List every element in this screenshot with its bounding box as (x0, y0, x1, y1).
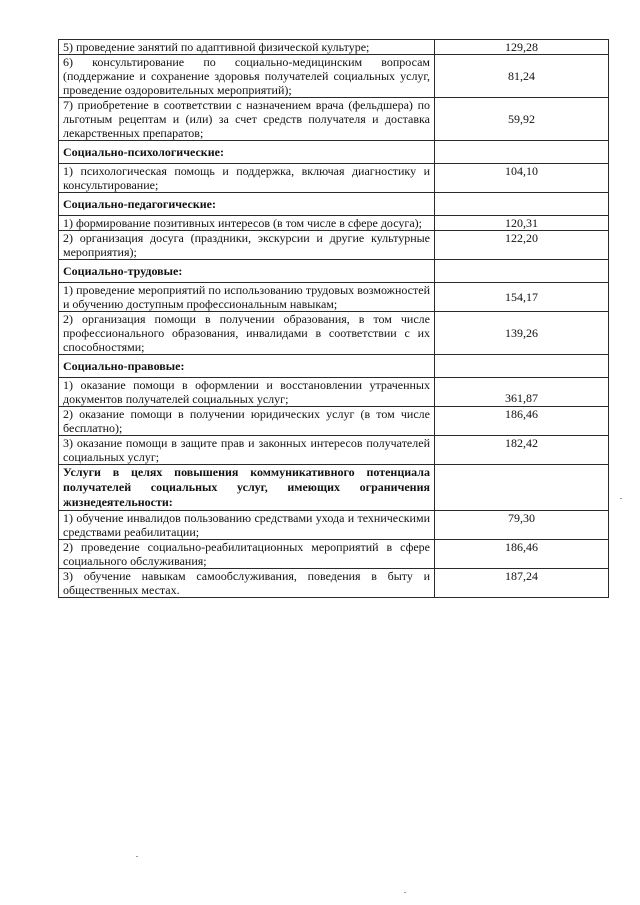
service-description: 2) оказание помощи в получении юридических услуг (в том числе бесплатно); (59, 407, 435, 436)
scan-speck (620, 498, 622, 499)
table-row (59, 540, 609, 569)
section-header-row (59, 260, 609, 283)
service-description: 1) психологическая помощь и поддержка, включая диагностику и консультирование; (59, 164, 435, 193)
service-price: 81,24 (435, 55, 609, 98)
table-row (59, 40, 609, 55)
service-description: 3) обучение навыкам самообслуживания, поведения в быту и общественных местах. (59, 569, 435, 598)
service-price: 122,20 (435, 231, 609, 260)
section-price-empty (435, 141, 609, 164)
table-row (59, 216, 609, 231)
service-price: 129,28 (435, 40, 609, 55)
service-description: 3) оказание помощи в защите прав и законных интересов получателей социальных услуг; (59, 436, 435, 465)
service-description: 2) организация помощи в получении образования, в том числе профессионального образования, инвалидами в соответствии с их способностями; (59, 312, 435, 355)
service-price: 59,92 (435, 98, 609, 141)
service-description: 1) проведение мероприятий по использованию трудовых возможностей и обучению доступным профессиональным навыкам; (59, 283, 435, 312)
table-row (59, 312, 609, 355)
table-row (59, 511, 609, 540)
section-title: Услуги в целях повышения коммуникативного потенциала получателей социальных услуг, имеющих ограничения жизнедеятельности: (59, 465, 435, 511)
service-price: 79,30 (435, 511, 609, 540)
tariff-table-body (59, 40, 609, 598)
service-price: 120,31 (435, 216, 609, 231)
table-row (59, 569, 609, 598)
table-row (59, 407, 609, 436)
section-price-empty (435, 193, 609, 216)
table-row (59, 55, 609, 98)
section-title: Социально-психологические: (59, 141, 435, 164)
service-price: 182,42 (435, 436, 609, 465)
service-description: 5) проведение занятий по адаптивной физической культуре; (59, 40, 435, 55)
service-price: 186,46 (435, 540, 609, 569)
section-header-row (59, 193, 609, 216)
service-price: 104,10 (435, 164, 609, 193)
section-title: Социально-трудовые: (59, 260, 435, 283)
table-row (59, 436, 609, 465)
section-price-empty (435, 465, 609, 511)
service-description: 1) формирование позитивных интересов (в том числе в сфере досуга); (59, 216, 435, 231)
service-price: 139,26 (435, 312, 609, 355)
service-price: 154,17 (435, 283, 609, 312)
table-row (59, 283, 609, 312)
section-title: Социально-педагогические: (59, 193, 435, 216)
service-description: 6) консультирование по социально-медицинским вопросам (поддержание и сохранение здоровья получателей социальных услуг, проведение оздоровительных мероприятий); (59, 55, 435, 98)
table-row (59, 164, 609, 193)
tariff-table (58, 39, 609, 598)
scan-speck (404, 892, 406, 893)
service-price: 361,87 (435, 378, 609, 407)
table-row (59, 98, 609, 141)
service-description: 2) организация досуга (праздники, экскурсии и другие культурные мероприятия); (59, 231, 435, 260)
section-header-row (59, 355, 609, 378)
scan-speck (136, 856, 138, 857)
service-description: 1) обучение инвалидов пользованию средствами ухода и техническими средствами реабилитации; (59, 511, 435, 540)
service-price: 187,24 (435, 569, 609, 598)
service-price: 186,46 (435, 407, 609, 436)
section-price-empty (435, 260, 609, 283)
section-header-row (59, 465, 609, 511)
table-row (59, 231, 609, 260)
section-price-empty (435, 355, 609, 378)
section-title: Социально-правовые: (59, 355, 435, 378)
section-header-row (59, 141, 609, 164)
service-description: 2) проведение социально-реабилитационных мероприятий в сфере социального обслуживания; (59, 540, 435, 569)
service-description: 1) оказание помощи в оформлении и восстановлении утраченных документов получателей социальных услуг; (59, 378, 435, 407)
table-row (59, 378, 609, 407)
service-description: 7) приобретение в соответствии с назначением врача (фельдшера) по льготным рецептам и (или) за счет средств получателя и доставка лекарственных препаратов; (59, 98, 435, 141)
